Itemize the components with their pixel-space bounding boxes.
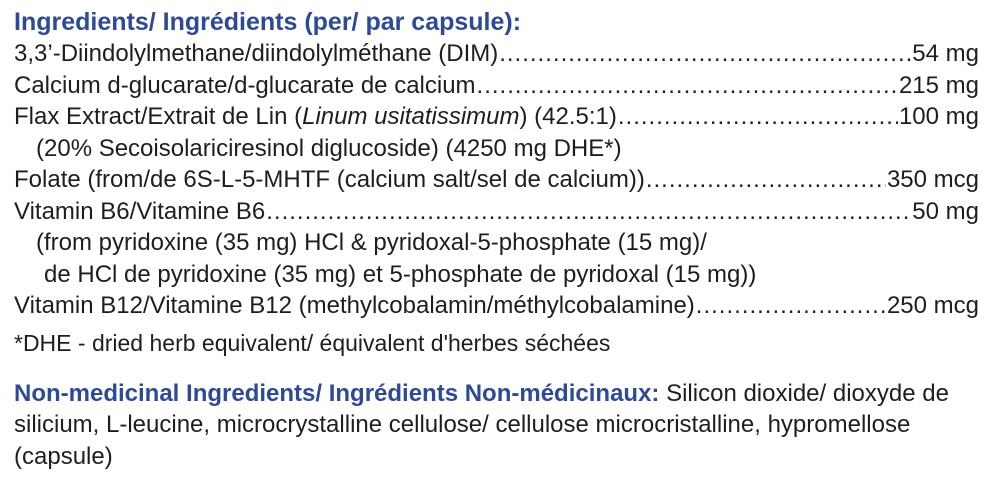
dot-leader — [618, 101, 898, 133]
non-medicinal-heading: Non-medicinal Ingredients/ Ingrédients Non-médicinaux: — [14, 379, 660, 407]
dot-leader — [646, 164, 886, 196]
supplement-facts-label — [14, 6, 986, 472]
ingredients-heading: Ingredients/ Ingrédients (per/ par capsule): — [14, 8, 522, 36]
dot-leader — [477, 70, 898, 102]
latin-name: Linum usitatissimum — [302, 103, 520, 130]
ingredient-detail: (from pyridoxine (35 mg) HCl & pyridoxal-5-phosphate (15 mg)/ — [36, 229, 707, 256]
ingredient-row-folate — [14, 164, 979, 196]
ingredient-amount: 350 mcg — [886, 166, 979, 193]
ingredient-amount: 215 mg — [898, 71, 979, 99]
ingredient-name: 3,3’-Diindolylmethane/diindolylméthane (DIM) — [14, 40, 499, 67]
dot-leader — [499, 38, 911, 70]
ingredient-name: Vitamin B6/Vitamine B6 — [14, 197, 266, 225]
dhe-footnote: *DHE - dried herb equivalent/ équivalent d'herbes séchées — [14, 329, 611, 356]
ingredient-detail: de HCl de pyridoxine (35 mg) et 5-phosphate de pyridoxal (15 mg)) — [44, 260, 757, 288]
ingredient-amount: 250 mcg — [886, 292, 979, 319]
ingredient-amount: 50 mg — [912, 197, 979, 225]
dot-leader — [696, 290, 886, 322]
ingredient-name: Folate (from/de 6S-L-5-MHTF (calcium salt/sel de calcium)) — [14, 166, 645, 193]
ingredient-name-part: Flax Extract/Extrait de Lin ( — [14, 103, 303, 130]
ingredient-amount: 54 mg — [912, 40, 979, 67]
ingredient-detail: (20% Secoisolariciresinol diglucoside) (4250 mg DHE*) — [36, 134, 622, 162]
ingredient-name: Vitamin B12/Vitamine B12 (methylcobalamin/méthylcobalamine) — [14, 292, 695, 319]
ingredient-name-part: ) (42.5:1) — [519, 103, 617, 130]
ingredient-row-calcium-glucarate — [14, 70, 979, 102]
ingredient-row-vitamin-b6 — [14, 196, 979, 228]
ingredient-amount: 100 mg — [898, 103, 979, 130]
ingredient-row-vitamin-b12 — [14, 290, 979, 322]
non-medicinal-ingredients — [14, 378, 979, 473]
non-medicinal-text: Silicon dioxide/ dioxyde de silicium, L-leucine, microcrystalline cellulose/ cellulose microcristalline, hypromellose (capsule) — [14, 379, 949, 470]
ingredient-name — [14, 101, 617, 133]
dot-leader — [266, 196, 911, 228]
ingredient-name: Calcium d-glucarate/d-glucarate de calcium — [14, 71, 476, 99]
ingredient-row-dim — [14, 38, 979, 70]
ingredient-row-flax-extract — [14, 101, 979, 133]
